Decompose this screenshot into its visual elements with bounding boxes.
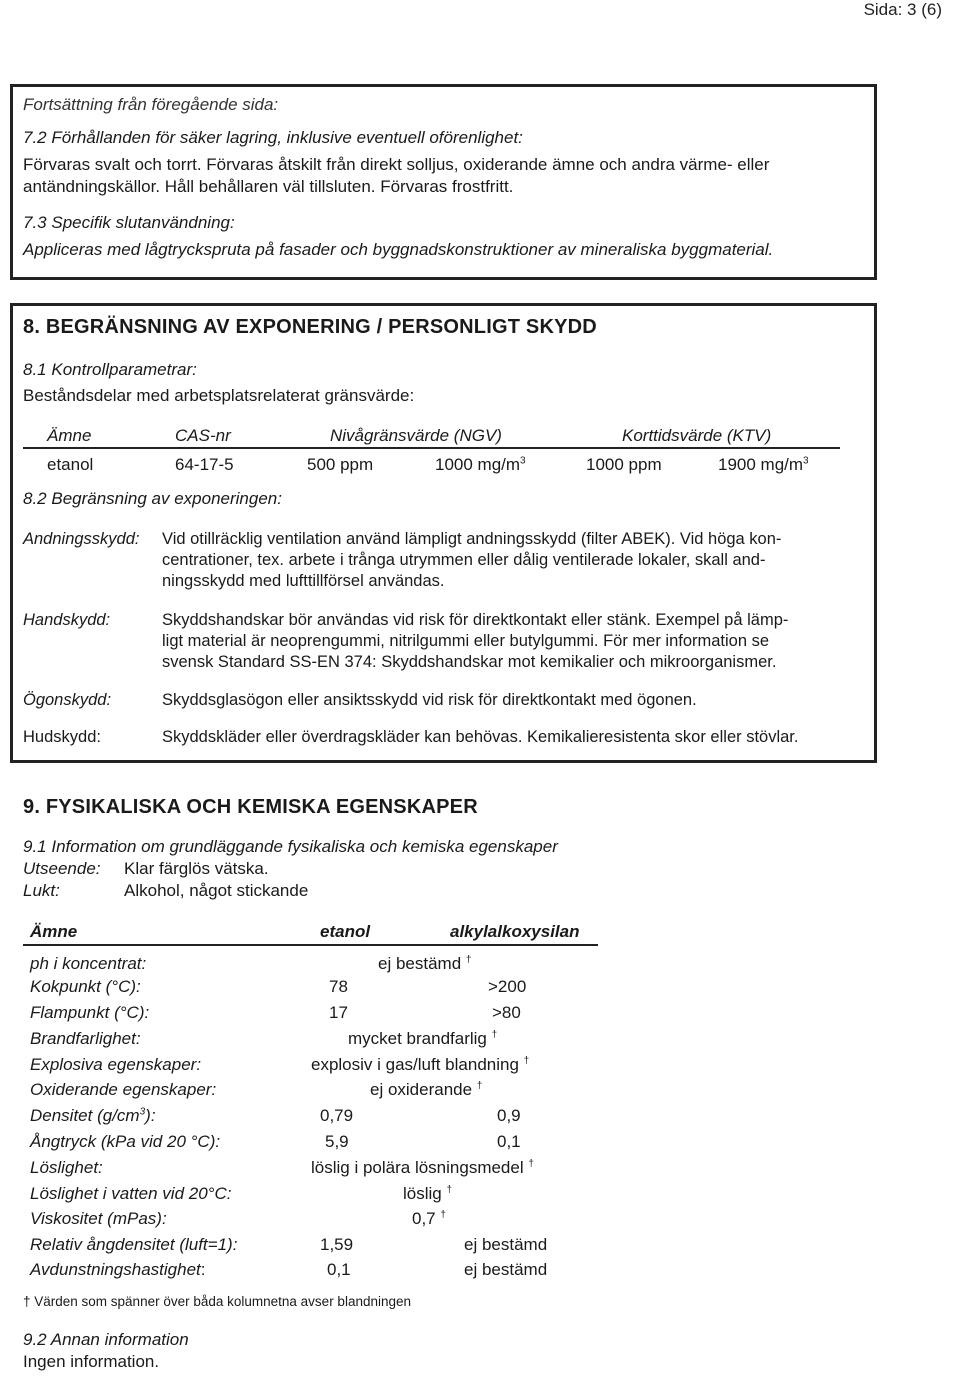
dagger-mark: † bbox=[523, 1055, 530, 1067]
prop-value-ethanol: 17 bbox=[329, 1003, 348, 1022]
protection-text-line: Vid otillräcklig ventilation använd lämpligt andningsskydd (filter ABEK). Vid höga kon- bbox=[162, 530, 782, 548]
protection-text-eyes: Skyddsglasögon eller ansiktsskydd vid risk för direktkontakt med ögonen. bbox=[162, 691, 697, 709]
limits-cell-ngv-mg-sup: 3 bbox=[520, 455, 526, 467]
prop-label bbox=[30, 1259, 206, 1280]
prop-value-ethanol: 1,59 bbox=[320, 1235, 354, 1254]
appearance-label: Utseende: bbox=[23, 859, 101, 878]
section-8-1-title: 8.1 Kontrollparametrar: bbox=[23, 360, 197, 379]
prop-value-text: ej oxiderande bbox=[370, 1080, 473, 1099]
protection-text-skin: Skyddskläder eller överdragskläder kan behövas. Kemikalieresistenta skor eller stövlar. bbox=[162, 728, 799, 746]
protection-text-line: ningsskydd med lufttillförsel användas. bbox=[162, 572, 445, 590]
prop-value-text: löslig i polära lösningsmedel bbox=[311, 1158, 524, 1177]
limits-cell-ktv-mg-value: 1900 mg/m bbox=[718, 455, 804, 474]
prop-label: Ångtryck (kPa vid 20 °C): bbox=[30, 1132, 221, 1151]
prop-value-both bbox=[370, 1079, 482, 1100]
section-8-title: 8. BEGRÄNSNING AV EXPONERING / PERSONLIGT SKYDD bbox=[23, 316, 597, 338]
prop-value-ethanol: 5,9 bbox=[325, 1132, 349, 1151]
prop-value-silane: >80 bbox=[492, 1003, 521, 1022]
dagger-mark: † bbox=[465, 954, 472, 966]
dagger-mark: † bbox=[491, 1029, 498, 1041]
limits-header-cas: CAS-nr bbox=[175, 426, 231, 445]
prop-value-silane: >200 bbox=[488, 977, 527, 996]
props-header-ethanol: etanol bbox=[320, 922, 371, 941]
prop-value-text: mycket brandfarlig bbox=[348, 1029, 487, 1048]
dagger-mark: † bbox=[440, 1209, 446, 1221]
limits-cell-cas: 64-17-5 bbox=[175, 455, 234, 474]
limits-cell-substance: etanol bbox=[47, 455, 94, 474]
prop-label-text: Densitet (g/cm bbox=[30, 1106, 140, 1125]
prop-value-both bbox=[403, 1183, 452, 1204]
prop-label: Oxiderande egenskaper: bbox=[30, 1080, 217, 1099]
limits-cell-ktv-mg-sup: 3 bbox=[803, 455, 809, 467]
odor-value: Alkohol, något stickande bbox=[124, 881, 309, 900]
prop-value-ethanol: 78 bbox=[329, 977, 348, 996]
prop-label-end: ): bbox=[145, 1106, 156, 1125]
section-8-2-title: 8.2 Begränsning av exponeringen: bbox=[23, 489, 282, 508]
section-7-2-text-line2: antändningskällor. Håll behållaren väl tillsluten. Förvaras frostfritt. bbox=[23, 177, 514, 196]
dagger-mark: † bbox=[446, 1184, 453, 1196]
prop-label: Kokpunkt (°C): bbox=[30, 977, 141, 996]
protection-text-line: svensk Standard SS-EN 374: Skyddshandskar mot kemikalier och mikroorganismer. bbox=[162, 653, 777, 671]
section-7-3-title: 7.3 Specifik slutanvändning: bbox=[23, 213, 235, 232]
odor-label: Lukt: bbox=[23, 881, 60, 900]
section-7-2-title: 7.2 Förhållanden för säker lagring, inklusive eventuell oförenlighet: bbox=[23, 128, 523, 147]
prop-value-silane: ej bestämd bbox=[464, 1235, 548, 1254]
prop-value-text: 0,7 bbox=[412, 1209, 436, 1228]
props-header-rule bbox=[23, 944, 598, 946]
section-9-1-title: 9.1 Information om grundläggande fysikaliska och kemiska egenskaper bbox=[23, 837, 558, 856]
dagger-mark: † bbox=[528, 1158, 534, 1170]
prop-value-silane: 0,1 bbox=[497, 1132, 521, 1151]
limits-header-ktv: Korttidsvärde (KTV) bbox=[622, 426, 772, 445]
limits-cell-ktv-ppm: 1000 ppm bbox=[586, 455, 662, 474]
prop-value-both bbox=[378, 953, 471, 974]
limits-header-substance: Ämne bbox=[47, 426, 92, 445]
props-header-substance: Ämne bbox=[30, 922, 78, 941]
prop-value-ethanol: 0,79 bbox=[320, 1106, 354, 1125]
prop-label: ph i koncentrat: bbox=[30, 954, 147, 973]
prop-label-text: Avdunstningshastighet bbox=[30, 1260, 201, 1279]
limits-cell-ngv-mg bbox=[435, 454, 526, 475]
section-7-2-text-line1: Förvaras svalt och torrt. Förvaras åtskilt från direkt solljus, oxiderande ämne och andra värme- eller bbox=[23, 155, 770, 174]
prop-value-both bbox=[412, 1208, 446, 1229]
section-7-3-text: Appliceras med lågtryckspruta på fasader och byggnadskonstruktioner av mineraliska byggmaterial. bbox=[23, 240, 774, 259]
continued-note: Fortsättning från föregående sida: bbox=[23, 95, 279, 114]
section-8-1-subtitle: Beståndsdelar med arbetsplatsrelaterat gränsvärde: bbox=[23, 386, 415, 405]
limits-cell-ktv-mg bbox=[718, 454, 809, 475]
prop-value-silane: 0,9 bbox=[497, 1106, 521, 1125]
prop-value-both bbox=[311, 1054, 529, 1075]
prop-value-both bbox=[311, 1157, 534, 1178]
limits-cell-ngv-mg-value: 1000 mg/m bbox=[435, 455, 521, 474]
protection-text-line: ligt material är neoprengummi, nitrilgummi eller butylgummi. För mer information se bbox=[162, 632, 770, 650]
protection-label-hands: Handskydd: bbox=[23, 611, 111, 629]
page-number: Sida: 3 (6) bbox=[863, 0, 942, 19]
prop-value-text: löslig bbox=[403, 1184, 442, 1203]
prop-label: Flampunkt (°C): bbox=[30, 1003, 150, 1022]
prop-label-sup: 3 bbox=[139, 1106, 146, 1118]
prop-label bbox=[30, 1105, 156, 1126]
prop-label: Relativ ångdensitet (luft=1): bbox=[30, 1235, 238, 1254]
prop-label: Viskositet (mPas): bbox=[30, 1209, 167, 1228]
dagger-mark: † bbox=[476, 1080, 483, 1092]
limits-header-rule bbox=[23, 447, 840, 449]
prop-value-text: ej bestämd bbox=[378, 954, 462, 973]
appearance-value: Klar färglös vätska. bbox=[124, 859, 269, 878]
protection-label-skin: Hudskydd: bbox=[23, 728, 101, 746]
prop-label: Löslighet i vatten vid 20°C: bbox=[30, 1184, 232, 1203]
prop-value-silane: ej bestämd bbox=[464, 1260, 548, 1279]
limits-header-ngv: Nivågränsvärde (NGV) bbox=[330, 426, 502, 445]
footnote: † Värden som spänner över båda kolumnetna avser blandningen bbox=[23, 1294, 412, 1309]
protection-label-respiratory: Andningsskydd: bbox=[23, 530, 140, 548]
prop-label: Explosiva egenskaper: bbox=[30, 1055, 202, 1074]
section-9-2-title: 9.2 Annan information bbox=[23, 1330, 189, 1349]
prop-value-ethanol: 0,1 bbox=[327, 1260, 351, 1279]
section-9-title: 9. FYSIKALISKA OCH KEMISKA EGENSKAPER bbox=[23, 796, 478, 818]
protection-text-line: centrationer, tex. arbete i trånga utrymmen eller dålig ventilerade lokaler, skall and- bbox=[162, 551, 766, 569]
protection-label-eyes: Ögonskydd: bbox=[23, 691, 112, 709]
prop-value-both bbox=[348, 1028, 497, 1049]
limits-cell-ngv-ppm: 500 ppm bbox=[307, 455, 374, 474]
prop-value-text: explosiv i gas/luft blandning bbox=[311, 1055, 519, 1074]
protection-text-line: Skyddshandskar bör användas vid risk för direktkontakt eller stänk. Exempel på lämp- bbox=[162, 611, 789, 629]
section-9-2-text: Ingen information. bbox=[23, 1352, 160, 1371]
prop-label-end: : bbox=[200, 1260, 206, 1279]
props-header-silane: alkylalkoxysilan bbox=[450, 922, 580, 941]
prop-label: Löslighet: bbox=[30, 1158, 103, 1177]
prop-label: Brandfarlighet: bbox=[30, 1029, 141, 1048]
